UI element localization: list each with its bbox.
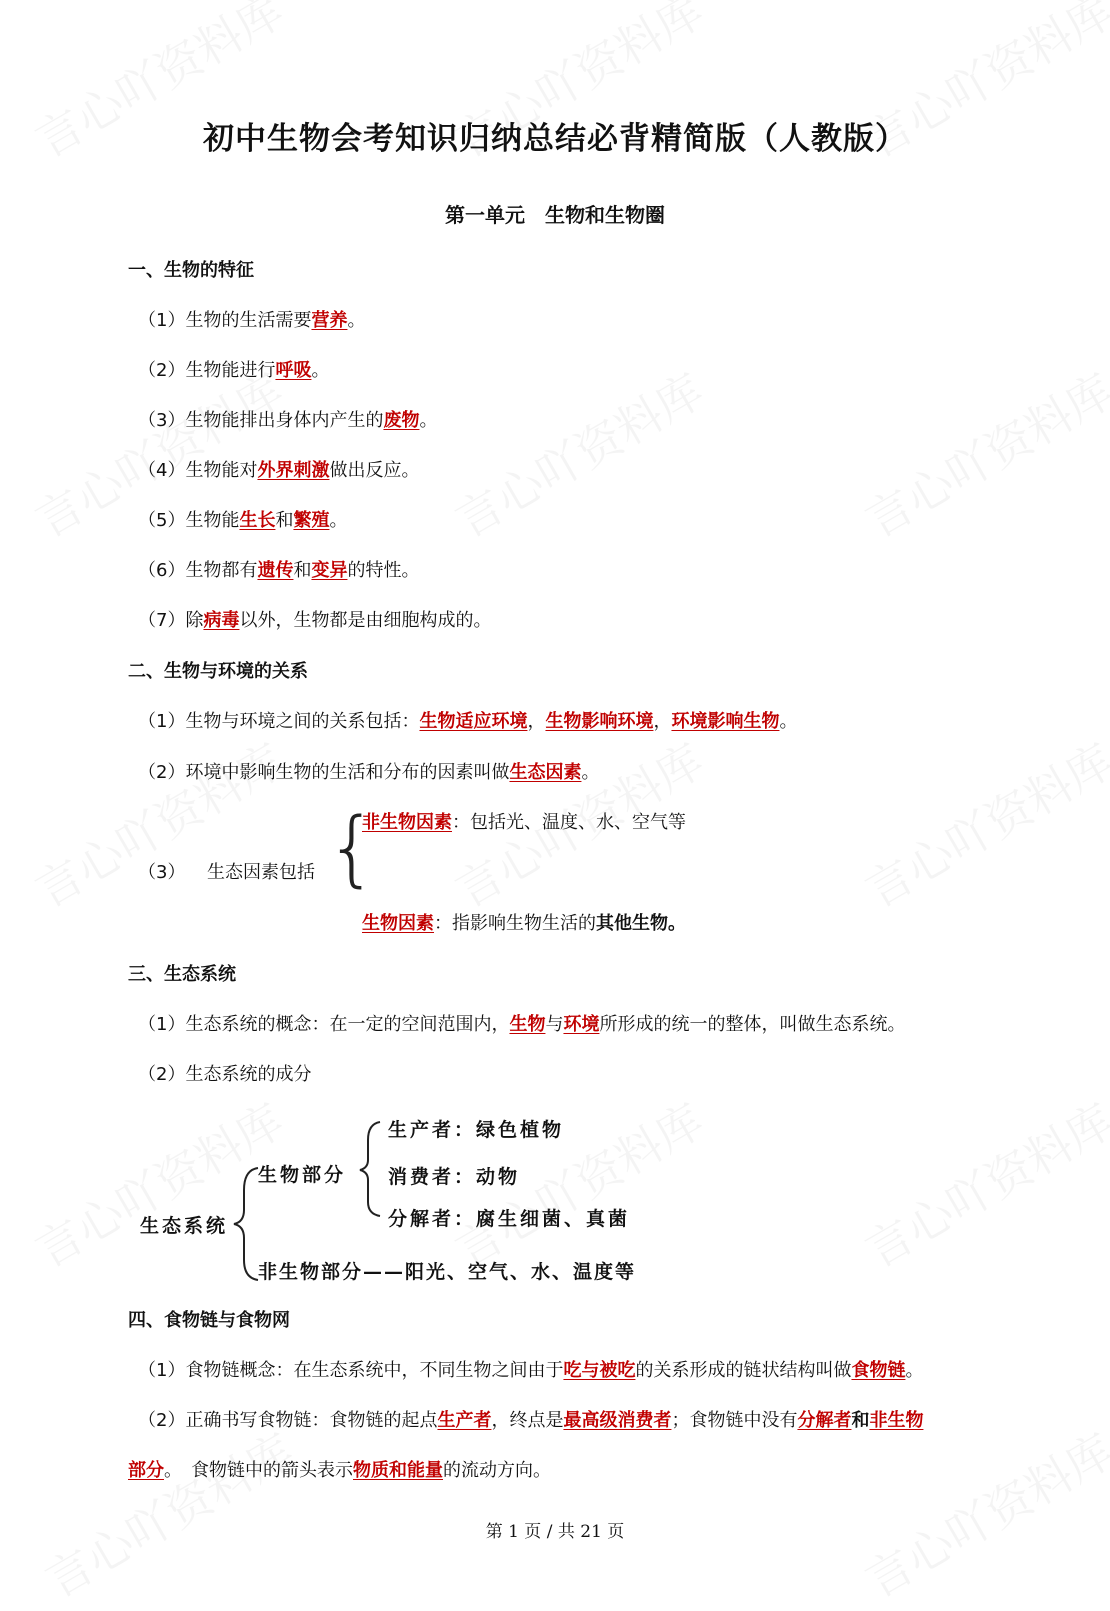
brace-icon: { bbox=[326, 801, 379, 896]
list-item-continuation: 部分。 食物链中的箭头表示物质和能量的流动方向。 bbox=[128, 1460, 551, 1481]
diagram-root: 生态系统 bbox=[140, 1215, 229, 1237]
list-item: （1）生物的生活需要营养。 bbox=[138, 310, 366, 331]
section-heading: 四、食物链与食物网 bbox=[128, 1310, 290, 1331]
list-item-number: （3） bbox=[138, 862, 186, 883]
list-item: （2）生物能进行呼吸。 bbox=[138, 360, 330, 381]
list-item: （5）生物能生长和繁殖。 bbox=[138, 510, 348, 531]
list-item: （2）环境中影响生物的生活和分布的因素叫做生态因素。 bbox=[138, 762, 600, 783]
watermark bbox=[852, 1415, 1110, 1610]
watermark bbox=[852, 725, 1110, 920]
section-heading: 一、生物的特征 bbox=[128, 260, 254, 281]
diagram-consumer: 消费者：动物 bbox=[388, 1166, 521, 1188]
unit-heading: 第一单元 生物和生物圈 bbox=[445, 203, 665, 227]
list-item: （1）食物链概念：在生态系统中，不同生物之间由于吃与被吃的关系形成的链状结构叫做食物链。 bbox=[138, 1360, 924, 1381]
list-item: （2）正确书写食物链：食物链的起点生产者，终点是最高级消费者；食物链中没有分解者和非生物 bbox=[138, 1410, 924, 1431]
diagram-decomposer: 分解者：腐生细菌、真菌 bbox=[388, 1208, 631, 1230]
watermark bbox=[32, 1415, 304, 1610]
list-item: （3）生物能排出身体内产生的废物。 bbox=[138, 410, 438, 431]
page-footer: 第 1 页 / 共 21 页 bbox=[485, 1522, 625, 1542]
diagram-producer: 生产者：绿色植物 bbox=[388, 1119, 565, 1141]
factor-abiotic: 非生物因素：包括光、温度、水、空气等 bbox=[362, 812, 686, 833]
watermark bbox=[852, 355, 1110, 550]
factor-biotic: 生物因素：指影响生物生活的其他生物。 bbox=[362, 913, 686, 934]
section-heading: 三、生态系统 bbox=[128, 964, 236, 985]
watermark bbox=[22, 725, 294, 920]
section-heading: 二、生物与环境的关系 bbox=[128, 661, 308, 682]
list-item: （1）生态系统的概念：在一定的空间范围内，生物与环境所形成的统一的整体，叫做生态系统。 bbox=[138, 1014, 906, 1035]
factor-label: 生态因素包括 bbox=[207, 862, 315, 883]
watermark bbox=[442, 355, 714, 550]
watermark bbox=[852, 1085, 1110, 1280]
list-item: （2）生态系统的成分 bbox=[138, 1064, 312, 1085]
diagram-bio-part: 生物部分 bbox=[258, 1164, 347, 1186]
list-item: （4）生物能对外界刺激做出反应。 bbox=[138, 460, 420, 481]
list-item: （6）生物都有遗传和变异的特性。 bbox=[138, 560, 420, 581]
page-title: 初中生物会考知识归纳总结必背精简版（人教版） bbox=[203, 121, 907, 157]
list-item: （7）除病毒以外，生物都是由细胞构成的。 bbox=[138, 610, 492, 631]
diagram-abiotic-part: 非生物部分——阳光、空气、水、温度等 bbox=[258, 1261, 637, 1283]
list-item: （1）生物与环境之间的关系包括：生物适应环境，生物影响环境，环境影响生物。 bbox=[138, 711, 798, 732]
